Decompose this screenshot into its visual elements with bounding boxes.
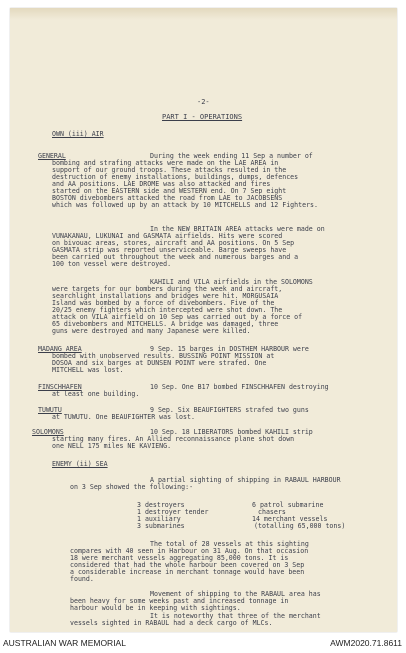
heading-own-air: OWN (iii) AIR — [52, 130, 104, 138]
shipping-item: 3 destroyers — [137, 501, 185, 509]
heading-general: GENERAL — [38, 152, 66, 160]
text-line: bombing and strafing attacks were made on the LAE AREA in — [52, 159, 279, 167]
text-line: 9 Sep. 15 barges in DOSTHEM HARBOUR were — [150, 345, 309, 353]
text-line: 10 Sep. One B17 bombed FINSCHHAFEN destroying — [150, 383, 329, 391]
shipping-item: 6 patrol submarine — [252, 501, 324, 509]
text-line: In the NEW BRITAIN AREA attacks were made on — [150, 225, 325, 233]
heading-tuwutu: TUWUTU — [38, 406, 62, 414]
text-line: 20/25 enemy fighters which intercepted were shot down. The — [52, 306, 283, 314]
text-line: which was followed up by an attack by 10 MITCHELLS and 12 Fighters. — [52, 201, 318, 209]
text-line: at TUWUTU. One BEAUFIGHTER was lost. — [52, 413, 195, 421]
text-line: support of our ground troops. These attacks resulted in the — [52, 166, 287, 174]
text-line: started on the EASTERN side and WESTERN end. On 7 Sep eight — [52, 187, 287, 195]
text-line: VUNAKANAU, LUKUNAI and GASMATA airfields. Hits were scored — [52, 232, 283, 240]
text-line: compares with 40 seen in Harbour on 31 Aug. On that occasion — [70, 547, 309, 555]
text-line: Island was bombed by a force of divebombers. Five of the — [52, 299, 275, 307]
text-line: attack on VILA airfield on 10 Sep was carried out by a force of — [52, 313, 303, 321]
shipping-item: (totalling 65,000 tons) — [254, 522, 346, 530]
text-line: 100 ton vessel were destroyed. — [52, 260, 172, 268]
text-line: and AA positions. LAE DROME was also attacked and fires — [52, 180, 271, 188]
text-line: The total of 28 vessels at this sighting — [150, 540, 309, 548]
text-line: destruction of enemy installations, buildings, dumps, defences — [52, 173, 299, 181]
text-line: guns were destroyed and many Japanese were killed. — [52, 327, 251, 335]
text-line: starting many fires. An Allied reconnaissance plane shot down — [52, 435, 295, 443]
heading-finschhafen: FINSCHHAFEN — [38, 383, 82, 391]
text-line: BOSTON divebombers attacked the road from LAE to JACOBSENS — [52, 194, 283, 202]
page-number: -2- — [197, 98, 210, 106]
heading-solomons: SOLOMONS — [32, 428, 64, 436]
heading-madang-area: MADANG AREA — [38, 345, 82, 353]
text-line: bombed with unobserved results. BUSSING POINT MISSION at — [52, 352, 275, 360]
text-line: 10 Sep. 18 LIBERATORS bombed KAHILI strip — [150, 428, 313, 436]
text-line: 18 were merchant vessels aggregating 85,000 tons. It is — [70, 554, 289, 562]
text-line: been carried out throughout the week and numerous barges and a — [52, 253, 299, 261]
text-line: been heavy for some weeks past and increased tonnage in — [70, 597, 289, 605]
shipping-item: 3 submarines — [137, 522, 185, 530]
text-line: found. — [70, 575, 94, 583]
text-line: GASMATA strip was reported unserviceable. Barge sweeps have — [52, 246, 287, 254]
text-line: Movement of shipping to the RABAUL area has — [150, 590, 321, 598]
text-line: considered that had the whole harbour been covered on 3 Sep — [70, 561, 305, 569]
shipping-item: chasers — [258, 508, 286, 516]
text-line: on bivouac areas, stores, aircraft and AA positions. On 5 Sep — [52, 239, 295, 247]
shipping-item: 14 merchant vessels — [252, 515, 328, 523]
text-line: searchlight installations and bridges were hit. MORGUSAIA — [52, 292, 279, 300]
text-line: a considerable increase in merchant tonnage would have been — [70, 568, 305, 576]
text-line: at least one building. — [52, 390, 140, 398]
footer-accession-id: AWM2020.71.8611 — [330, 638, 402, 648]
footer-credit: AUSTRALIAN WAR MEMORIAL — [3, 638, 126, 648]
text-line: During the week ending 11 Sep a number of — [150, 152, 313, 160]
page-title: PART I - OPERATIONS — [162, 113, 243, 121]
shipping-item: 1 destroyer tender — [137, 508, 209, 516]
footer-bar — [0, 633, 406, 653]
text-line: were targets for our bombers during the week and aircraft, — [52, 285, 283, 293]
text-line: one NELL 175 miles NE KAVIENG. — [52, 442, 172, 450]
shipping-item: 1 auxiliary — [137, 515, 181, 523]
text-line: 65 divebombers and MITCHELLS. A bridge was damaged, three — [52, 320, 279, 328]
text-line: A partial sighting of shipping in RABAUL HARBOUR — [150, 476, 341, 484]
text-line: DOSOA and six barges at DUNSEN POINT were strafed. One — [52, 359, 267, 367]
text-line: KAHILI and VILA airfields in the SOLOMONS — [150, 278, 313, 286]
text-line: 9 Sep. Six BEAUFIGHTERS strafed two guns — [150, 406, 309, 414]
document-page — [10, 8, 397, 632]
heading-enemy-sea: ENEMY (ii) SEA — [52, 460, 108, 468]
text-line: vessels sighted in RABAUL had a deck cargo of MLCs. — [70, 619, 273, 627]
text-line: harbour would be in keeping with sightings. — [70, 604, 241, 612]
text-line: It is noteworthy that three of the merchant — [150, 612, 321, 620]
text-line: on 3 Sep showed the following:- — [70, 483, 194, 491]
text-line: MITCHELL was lost. — [52, 366, 124, 374]
